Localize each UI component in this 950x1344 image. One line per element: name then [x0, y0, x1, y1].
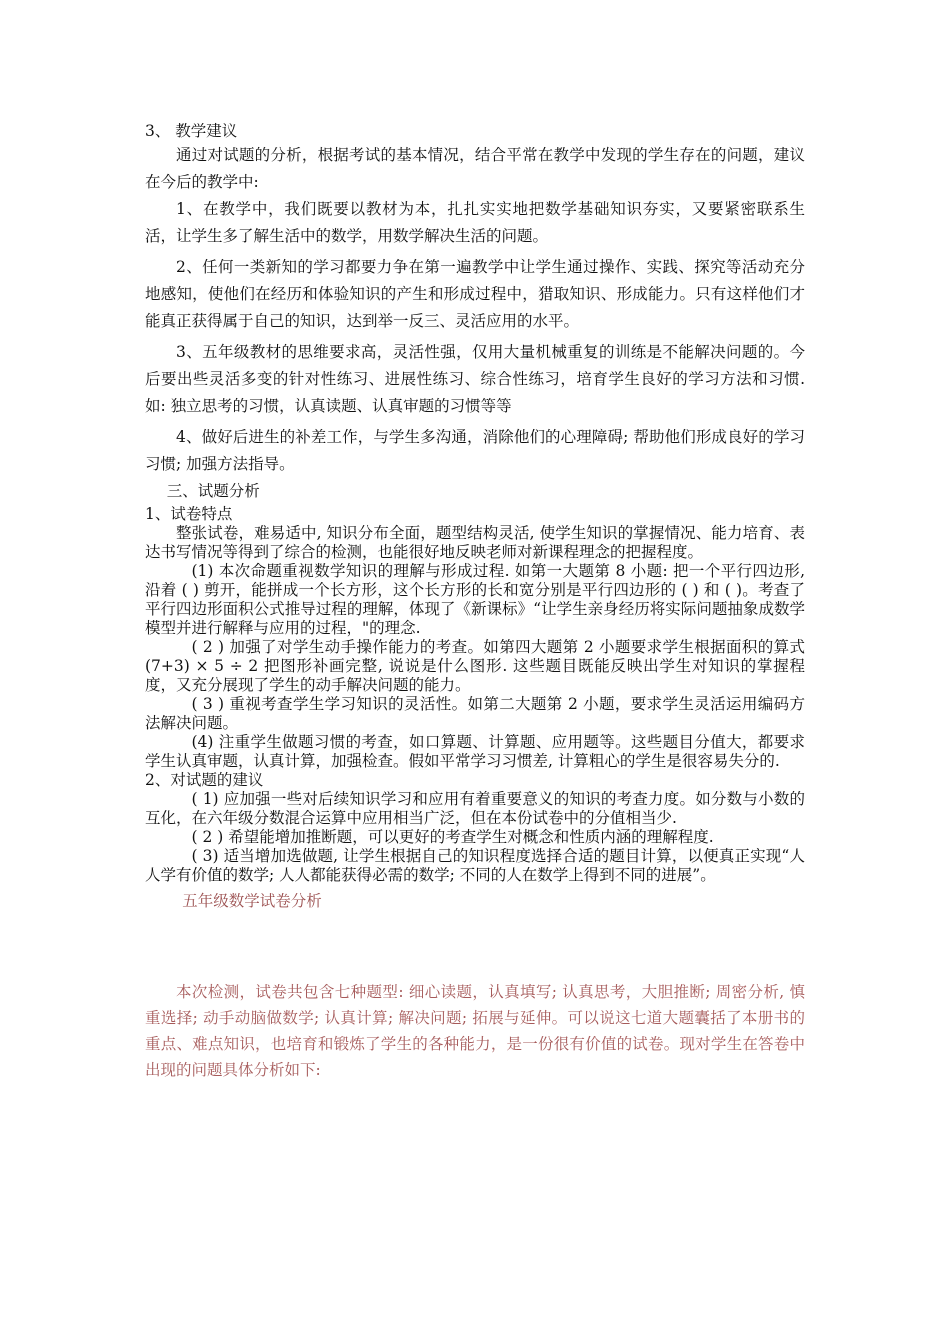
section-intro: 通过对试题的分析，根据考试的基本情况，结合平常在教学中发现的学生存在的问题，建议在今后的教学中: [145, 146, 805, 191]
feature-point-4: (4) 注重学生做题习惯的考查，如口算题、计算题、应用题等。这些题目分值大，都要求学生认真审题，认真计算，加强检查。假如平常学习习惯差, 计算粗心的学生是很容易失分的. [145, 733, 805, 770]
feature-point-2: ( 2 ) 加强了对学生动手操作能力的考查。如第四大题第 2 小题要求学生根据面积的算式 (7+3) × 5 ÷ 2 把图形补画完整, 说说是什么图形. 这些题目既能反映出学生对知识的掌握程度，又充分展现了学生的动手解决问题的能力。 [145, 638, 805, 694]
features-intro: 整张试卷，难易适中, 知识分布全面，题型结构灵活, 使学生知识的掌握情况、能力培育、表达书写情况等得到了综合的检测，也能很好地反映老师对新课程理念的把握程度。 [145, 524, 805, 561]
exam-suggestion-1: ( 1) 应加强一些对后续知识学习和应用有着重要意义的知识的考查力度。如分数与小数的互化，在六年级分数混合运算中应用相当广泛，但在本份试卷中的分值相当少. [145, 790, 805, 827]
section-heading: 3、 教学建议 [145, 122, 238, 140]
exam-suggestion-3: ( 3) 适当增加选做题, 让学生根据自己的知识程度选择合适的题目计算，以便真正实现“人人学有价值的数学; 人人都能获得必需的数学; 不同的人在数学上得到不同的进展”。 [145, 847, 805, 884]
subsection-heading: 1、试卷特点 [145, 505, 233, 523]
section-paper-features [145, 505, 805, 885]
suggestion-item-3: 3、五年级教材的思维要求高，灵活性强，仅用大量机械重复的训练是不能解决问题的。今后要出些灵活多变的针对性练习、进展性练习、综合性练习，培育学生良好的学习方法和习惯. 如: 独立思考的习惯，认真读题、认真审题的习惯等等 [145, 343, 805, 415]
feature-point-3: ( 3 ) 重视考查学生学习知识的灵活性。如第二大题第 2 小题，要求学生灵活运用编码方法解决问题。 [145, 695, 805, 732]
suggestion-item-1: 1、在教学中，我们既要以教材为本，扎扎实实地把数学基础知识夯实，又要紧密联系生活，让学生多了解生活中的数学，用数学解决生活的问题。 [145, 200, 805, 245]
section-teaching-suggestions [145, 120, 805, 505]
spacer [145, 913, 805, 979]
part-heading: 三、试题分析 [166, 482, 260, 500]
next-document-title: 五年级数学试卷分析 [182, 892, 322, 910]
next-document-paragraph: 本次检测，试卷共包含七种题型: 细心读题，认真填写; 认真思考，大胆推断; 周密分析, 慎重选择; 动手动脑做数学; 认真计算; 解决问题; 拓展与延伸。可以说这七道大题囊括了本册书的重点、难点知识，也培育和锻炼了学生的各种能力，是一份很有价值的试卷。现对学生在答卷中出现的问题具体分析如下: [145, 983, 805, 1079]
suggestion-item-2: 2、任何一类新知的学习都要力争在第一遍教学中让学生通过操作、实践、探究等活动充分地感知，使他们在经历和体验知识的产生和形成过程中，猎取知识、形成能力。只有这样他们才能真正获得属于自己的知识，达到举一反三、灵活应用的水平。 [145, 258, 805, 330]
feature-point-1: (1) 本次命题重视数学知识的理解与形成过程. 如第一大题第 8 小题: 把一个平行四边形, 沿着 ( ) 剪开，能拼成一个长方形，这个长方形的长和宽分别是平行四边形的 ( ) 和 ( )。考查了平行四边形面积公式推导过程的理解，体现了《新课标》“让学生亲身经历将实际问题抽象成数学模型并进行解释与应用的过程，"的理念. [145, 562, 805, 637]
subsection-heading: 2、对试题的建议 [145, 771, 264, 789]
exam-suggestion-2: ( 2 ) 希望能增加推断题，可以更好的考查学生对概念和性质内涵的理解程度. [191, 828, 714, 846]
suggestion-item-4: 4、做好后进生的补差工作，与学生多沟通，消除他们的心理障碍; 帮助他们形成良好的学习习惯; 加强方法指导。 [145, 428, 805, 473]
document-body [145, 120, 805, 1083]
